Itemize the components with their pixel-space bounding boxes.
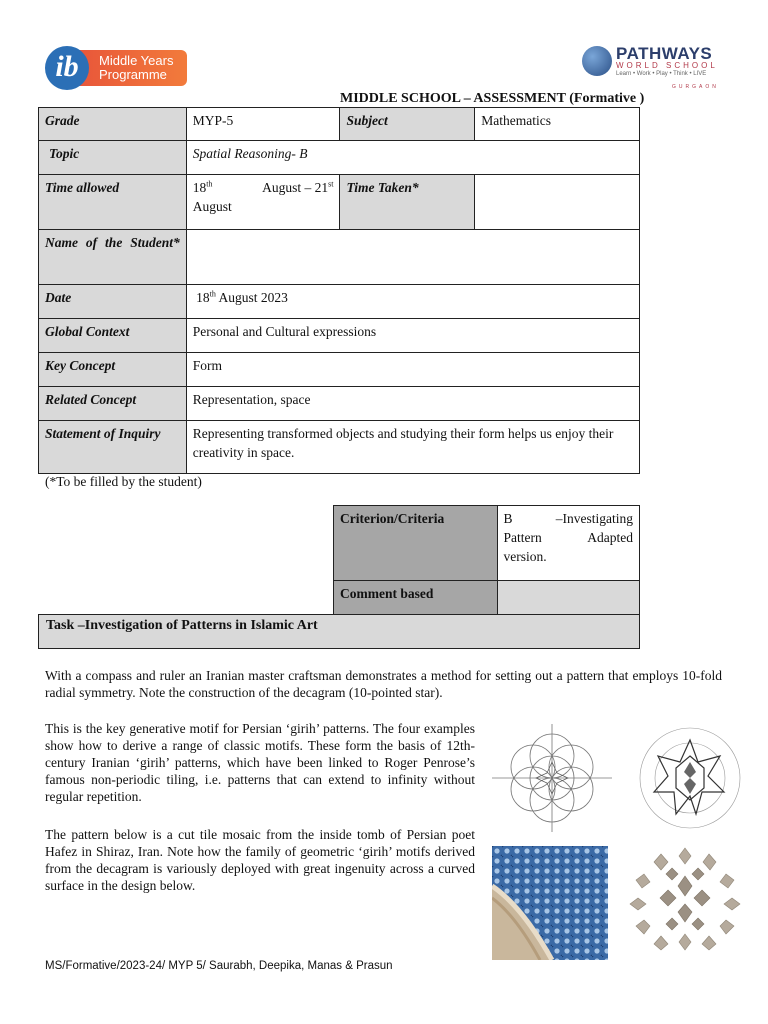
time-end-month: August xyxy=(192,199,232,214)
circles-construction-figure xyxy=(490,722,614,834)
page-heading: MIDDLE SCHOOL – ASSESSMENT (Formative ) xyxy=(340,91,645,106)
subject-label: Subject xyxy=(340,108,475,141)
soi-label: Statement of Inquiry xyxy=(39,421,187,474)
time-taken-label: Time Taken* xyxy=(340,175,475,230)
date-day: 18 xyxy=(196,290,210,305)
global-context-label: Global Context xyxy=(39,319,187,353)
time-start-suffix: th xyxy=(206,179,213,189)
decagram-star-figure xyxy=(632,722,748,834)
date-value xyxy=(186,285,639,319)
page-footer: MS/Formative/2023-24/ MYP 5/ Saurabh, Deepika, Manas & Prasun xyxy=(45,960,393,972)
paragraph-intro: With a compass and ruler an Iranian master craftsman demonstrates a method for setting out a pattern that employs 10-fold radial symmetry. Note the construction of the decagram (10-pointed star). xyxy=(45,668,722,700)
fill-note: (*To be filled by the student) xyxy=(45,474,202,489)
criteria-table xyxy=(333,505,640,615)
ib-myp-logo xyxy=(45,46,190,92)
ib-banner xyxy=(77,50,187,86)
grade-value: MYP-5 xyxy=(186,108,340,141)
related-concept-label: Related Concept xyxy=(39,387,187,421)
date-suffix: th xyxy=(209,289,216,299)
time-start-day: 18 xyxy=(192,180,207,195)
school-tagline: Learn • Work • Play • Think • LIVE xyxy=(616,71,707,77)
school-city: GURGAON xyxy=(672,84,719,90)
girih-tiles-figure xyxy=(626,846,744,952)
time-allowed-label: Time allowed xyxy=(39,175,187,230)
ib-text-line1: Middle Years xyxy=(99,53,174,68)
paragraph-hafez: The pattern below is a cut tile mosaic from the inside tomb of Persian poet Hafez in Shiraz, Iran. Note how the family of geometric ‘girih’ motifs derived from the decagram is variously deployed with great ingenuity across a curved surface in the design below. xyxy=(45,827,475,893)
criterion-label: Criterion/Criteria xyxy=(334,506,498,581)
key-concept-value: Form xyxy=(186,353,639,387)
task-title: Task –Investigation of Patterns in Islamic Art xyxy=(38,614,640,649)
subject-value: Mathematics xyxy=(475,108,640,141)
soi-value: Representing transformed objects and studying their form helps us enjoy their creativity in space. xyxy=(186,421,639,474)
date-month: August 2023 xyxy=(218,290,288,305)
time-taken-field[interactable] xyxy=(475,175,640,230)
school-name: PATHWAYS xyxy=(616,44,713,63)
hafez-tomb-mosaic-photo xyxy=(492,846,608,960)
assessment-details-table xyxy=(38,107,640,474)
time-mid: August – 21 xyxy=(262,180,329,195)
criterion-value: B –Investigating Pattern Adapted version. xyxy=(497,506,639,581)
grade-label: Grade xyxy=(39,108,187,141)
key-concept-label: Key Concept xyxy=(39,353,187,387)
globe-icon xyxy=(582,46,612,76)
student-name-field[interactable] xyxy=(186,230,639,285)
time-end-suffix: st xyxy=(328,179,334,189)
paragraph-girih: This is the key generative motif for Persian ‘girih’ patterns. The four examples show how to derive a range of classic motifs. These form the basis of 12th-century Iranian ‘girih’ patterns, which have been linked to Roger Penrose’s famous non-periodic tiling, i.e. patterns that can extend to infinity without regular repetition. xyxy=(45,721,475,804)
related-concept-value: Representation, space xyxy=(186,387,639,421)
comment-label: Comment based xyxy=(334,581,498,615)
ib-text-line2: Programme xyxy=(99,67,167,82)
student-name-label: Name of the Student* xyxy=(39,230,187,285)
global-context-value: Personal and Cultural expressions xyxy=(186,319,639,353)
topic-label: Topic xyxy=(39,141,187,175)
ib-circle-icon: ib xyxy=(45,46,89,90)
school-sub: WORLD SCHOOL xyxy=(616,61,718,70)
pathways-logo xyxy=(580,44,730,94)
comment-field[interactable] xyxy=(497,581,639,615)
date-label: Date xyxy=(39,285,187,319)
time-allowed-value xyxy=(186,175,340,230)
topic-value: Spatial Reasoning- B xyxy=(186,141,639,175)
